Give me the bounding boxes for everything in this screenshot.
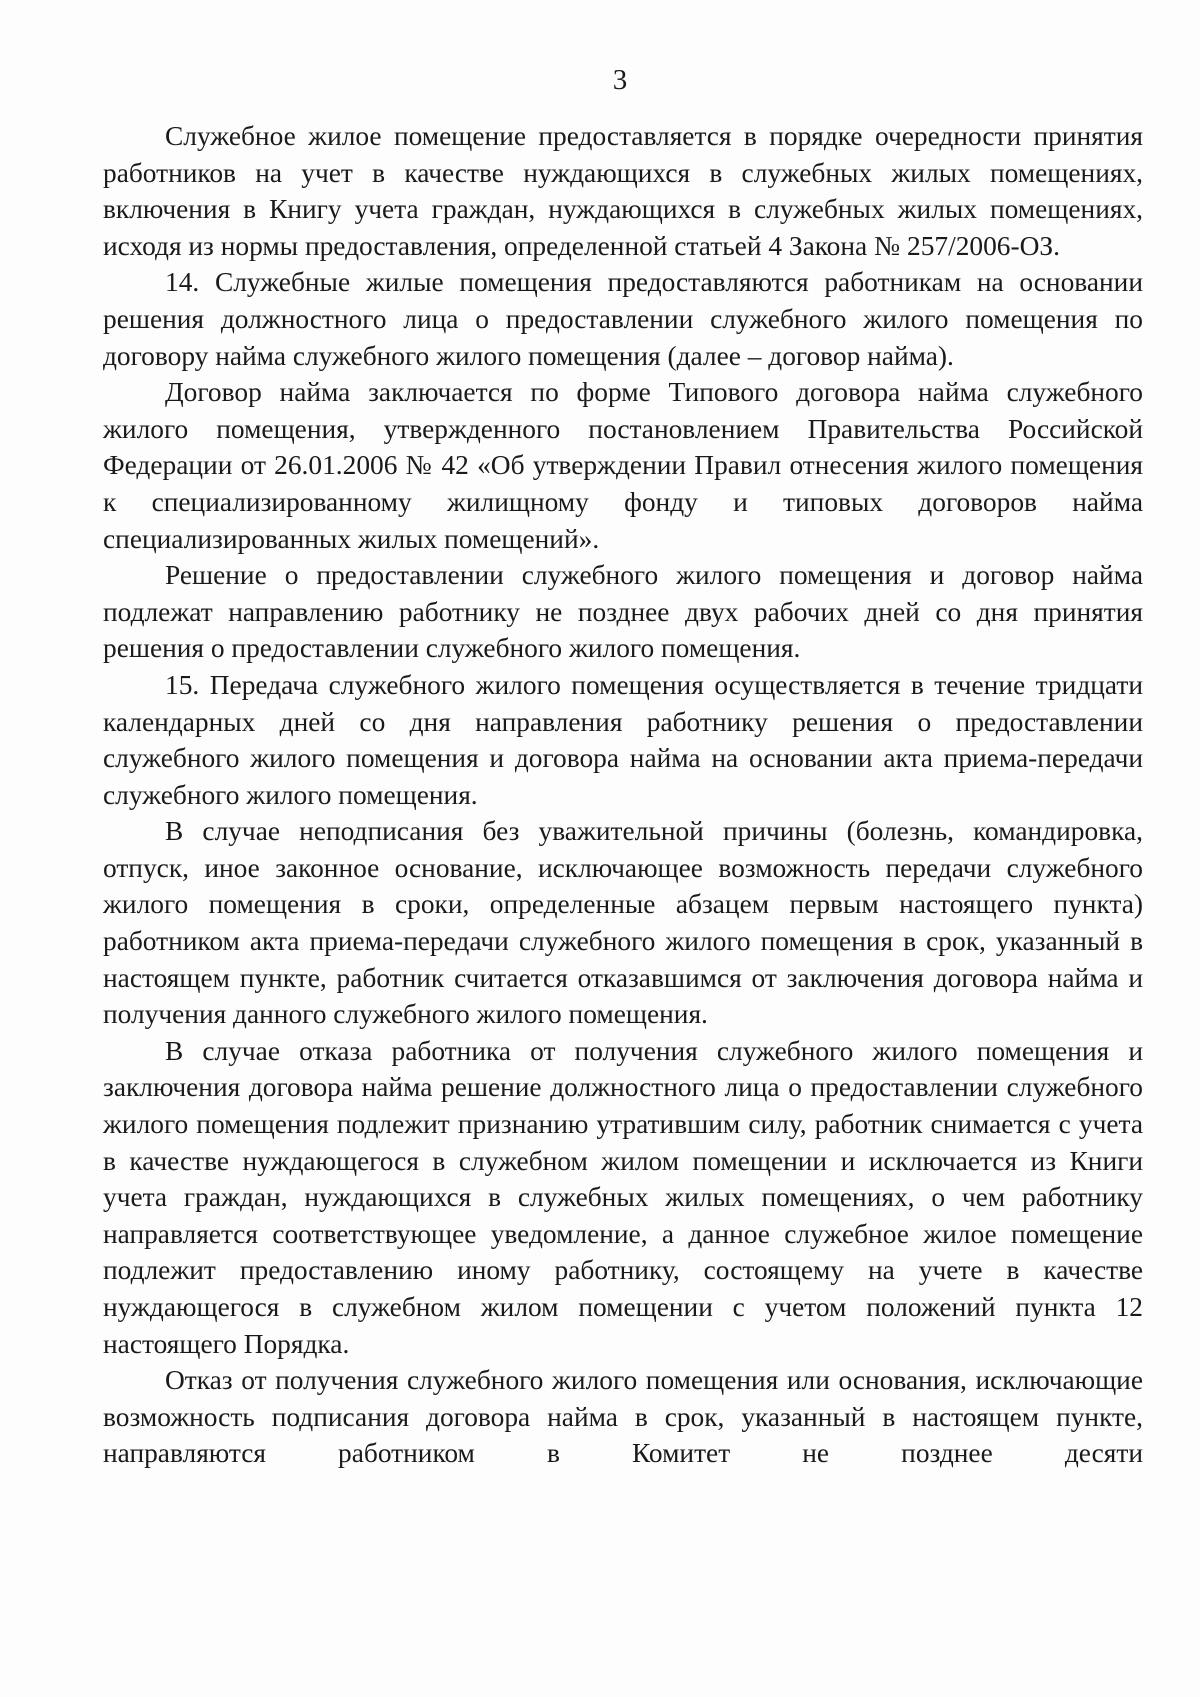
paragraph-refusal-case: В случае отказа работника от получения служебного жилого помещения и заключения договора найма решение должностного лица о предоставлении служебного жилого помещения подлежит признанию утратившим силу, работник снимается с учета в качестве нуждающегося в служебном жилом помещении и исключается из Книги учета граждан, нуждающихся в служебных жилых помещениях, о чем работнику направляется соответствующее уведомление, а данное служебное жилое помещение подлежит предоставлению иному работнику, состоящему на учете в качестве нуждающегося в служебном жилом помещении с учетом положений пункта 12 настоящего Порядка. [103, 1035, 1143, 1359]
paragraph-14-provision-basis: 14. Служебные жилые помещения предоставляются работникам на основании решения должностного лица о предоставлении служебного жилого помещения по договору найма служебного жилого помещения (далее – договор найма). [103, 267, 1143, 371]
paragraph-refusal-submission: Отказ от получения служебного жилого помещения или основания, исключающие возможность подписания договора найма в срок, указанный в настоящем пункте, направляются работником в Комитет не позднее десяти [103, 1365, 1143, 1469]
paragraph-decision-delivery: Решение о предоставлении служебного жилого помещения и договор найма подлежат направлению работнику не позднее двух рабочих дней со дня принятия решения о предоставлении служебного жилого помещения. [103, 560, 1143, 664]
page-number: 3 [612, 64, 628, 96]
paragraph-service-housing-order: Служебное жилое помещение предоставляется в порядке очередности принятия работников на учет в качестве нуждающихся в служебных жилых помещениях, включения в Книгу учета граждан, нуждающихся в служебных жилых помещениях, исходя из нормы предоставления, определенной статьей 4 Закона № 257/2006-ОЗ. [103, 121, 1143, 261]
paragraph-15-transfer-term: 15. Передача служебного жилого помещения осуществляется в течение тридцати календарных дней со дня направления работнику решения о предоставлении служебного жилого помещения и договора найма на основании акта приема-передачи служебного жилого помещения. [103, 669, 1143, 810]
document-body [103, 118, 1143, 1472]
paragraph-non-signing-case: В случае неподписания без уважительной причины (болезнь, командировка, отпуск, иное законное основание, исключающее возможность передачи служебного жилого помещения в сроки, определенные абзацем первым настоящего пункта) работником акта приема-передачи служебного жилого помещения в срок, указанный в настоящем пункте, работник считается отказавшимся от заключения договора найма и получения данного служебного жилого помещения. [103, 816, 1143, 1030]
paragraph-lease-contract-form: Договор найма заключается по форме Типового договора найма служебного жилого помещения, утвержденного постановлением Правительства Российской Федерации от 26.01.2006 № 42 «Об утверждении Правил отнесения жилого помещения к специализированному жилищному фонду и типовых договоров найма специализированных жилых помещений». [103, 377, 1143, 554]
